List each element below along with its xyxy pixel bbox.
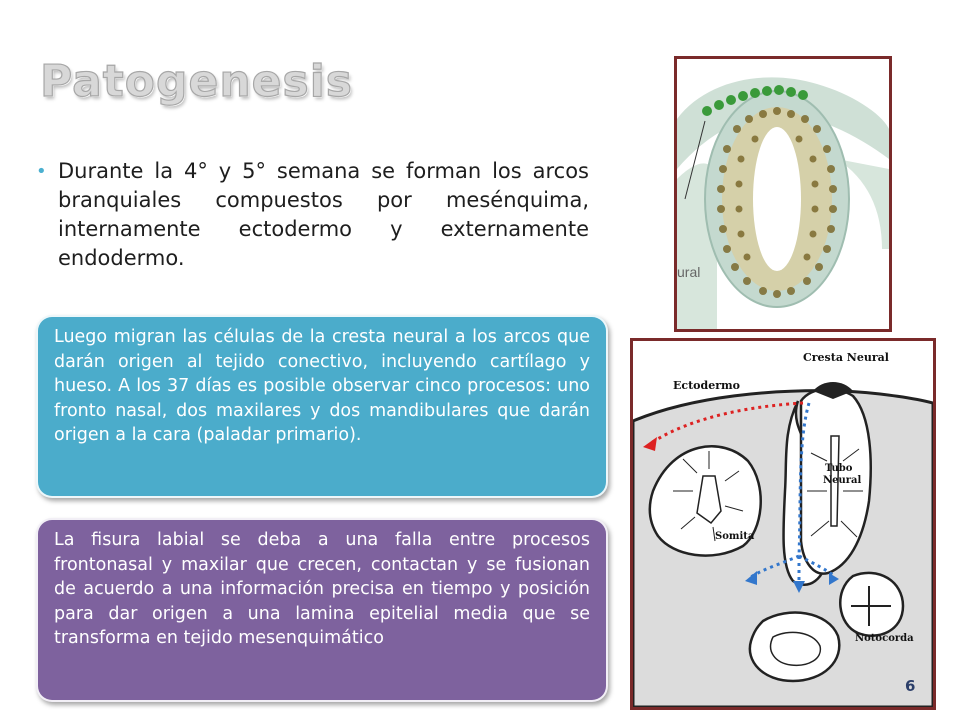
bullet-point <box>36 157 589 273</box>
image1-label-fragment: ural <box>677 264 701 280</box>
slide-title: Patogenesis <box>40 56 353 107</box>
branchial-arch-illustration <box>677 59 889 329</box>
neural-crest-diagram <box>630 338 936 710</box>
purple-text-box: La fisura labial se deba a una falla entre procesos frontonasal y maxilar que crecen, contactan y se fusionan de acuerdo a una información precisa en tiempo y posición para dar origen a una lamina epitelial media que se transforma en tejido mesenquimático <box>36 518 608 702</box>
label-notocorda: Notocorda <box>855 633 914 644</box>
label-cresta-neural: Cresta Neural <box>803 351 889 364</box>
neural-crest-illustration <box>633 341 933 707</box>
bullet-icon: • <box>36 161 47 182</box>
branchial-arch-image <box>674 56 892 332</box>
label-neural: Neural <box>823 475 862 486</box>
label-tubo: Tubo <box>825 463 853 474</box>
label-ectodermo: Ectodermo <box>673 379 740 392</box>
bullet-text: Durante la 4° y 5° semana se forman los arcos branquiales compuestos por mesénquima, internamente ectodermo y externamente endodermo. <box>58 159 589 270</box>
page-number: 6 <box>905 677 916 695</box>
teal-text-box: Luego migran las células de la cresta neural a los arcos que darán origen al tejido conectivo, incluyendo cartílago y hueso. A los 37 días es posible observar cinco procesos: uno fronto nasal, dos maxilares y dos mandibulares que darán origen a la cara (paladar primario). <box>36 315 608 498</box>
label-somita: Somita <box>715 531 755 542</box>
